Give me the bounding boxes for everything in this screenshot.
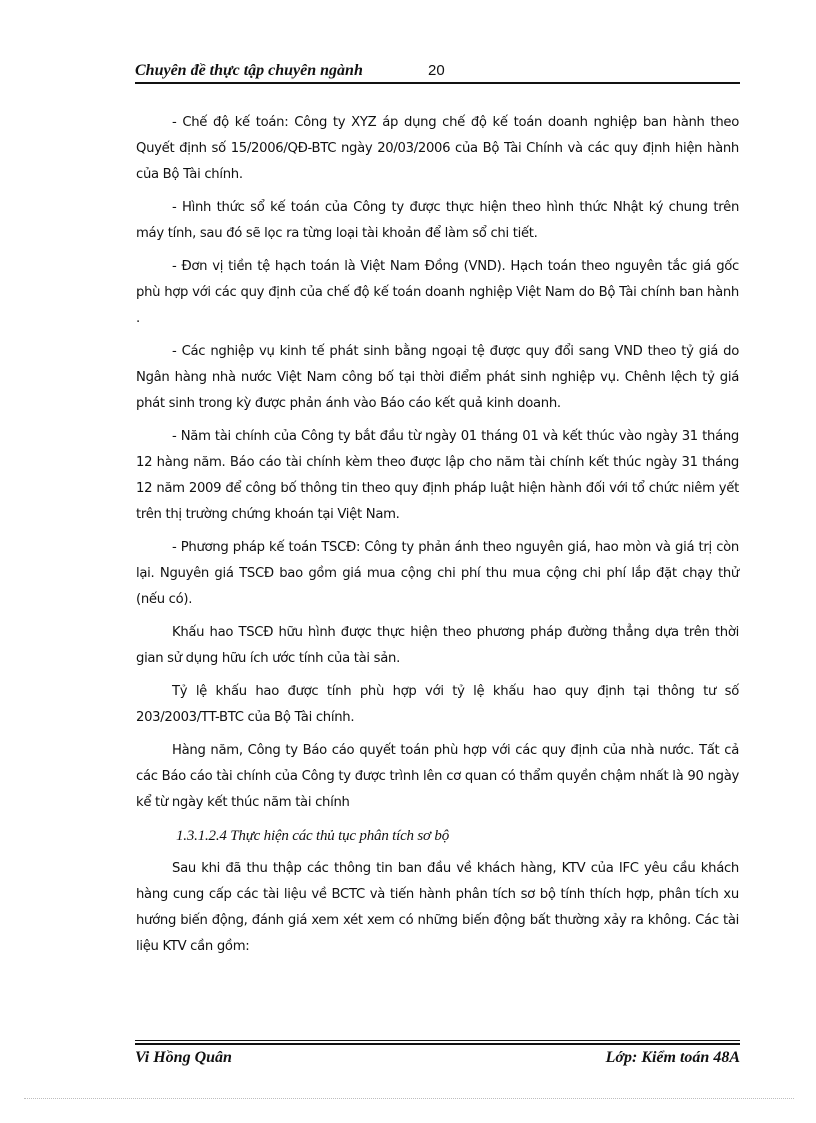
- paragraph-currency-unit: - Đơn vị tiền tệ hạch toán là Việt Nam Đồng (VND). Hạch toán theo nguyên tắc giá gốc phù hợp với các quy định của chế độ kế toán doanh nghiệp Việt Nam do Bộ Tài chính ban hành .: [136, 259, 739, 326]
- paragraph-preliminary-analysis: Sau khi đã thu thập các thông tin ban đầu về khách hàng, KTV của IFC yêu cầu khách hàng cung cấp các tài liệu về BCTC và tiến hành phân tích sơ bộ tính thích hợp, phân tích xu hướng biến động, đánh giá xem xét xem có những biến động bất thường xảy ra không. Các tài liệu KTV cần gồm:: [136, 861, 739, 954]
- paragraph-depreciation: Khấu hao TSCĐ hữu hình được thực hiện theo phương pháp đường thẳng dựa trên thời gian sử dụng hữu ích ước tính của tài sản.: [136, 625, 739, 666]
- paragraph-annual-report: Hàng năm, Công ty Báo cáo quyết toán phù hợp với các quy định của nhà nước. Tất cả các Báo cáo tài chính của Công ty được trình lên cơ quan có thẩm quyền chậm nhất là 90 ngày kể từ ngày kết thúc năm tài chính: [136, 743, 739, 810]
- page-bottom-dotted-line: [24, 1098, 794, 1099]
- page-header: [135, 60, 740, 82]
- header-divider: [135, 82, 740, 84]
- paragraph-foreign-currency: - Các nghiệp vụ kinh tế phát sinh bằng ngoại tệ được quy đổi sang VND theo tỷ giá do Ngân hàng nhà nước Việt Nam công bố tại thời điểm phát sinh nghiệp vụ. Chênh lệch tỷ giá phát sinh trong kỳ được phản ánh vào Báo cáo kết quả kinh doanh.: [136, 344, 739, 411]
- page-footer: [135, 1046, 740, 1070]
- footer-divider-thick: [135, 1043, 740, 1045]
- page-number: 20: [428, 62, 445, 79]
- paragraph-bookkeeping-form: - Hình thức sổ kế toán của Công ty được thực hiện theo hình thức Nhật ký chung trên máy tính, sau đó sẽ lọc ra từng loại tài khoản để làm sổ chi tiết.: [136, 200, 739, 241]
- class-label: Lớp: Kiểm toán 48A: [605, 1049, 740, 1066]
- paragraph-accounting-regime: - Chế độ kế toán: Công ty XYZ áp dụng chế độ kế toán doanh nghiệp ban hành theo Quyết định số 15/2006/QĐ-BTC ngày 20/03/2006 của Bộ Tài Chính và các quy định hiện hành của Bộ Tài chính.: [136, 115, 739, 182]
- author-name: Vi Hồng Quân: [135, 1049, 232, 1066]
- footer-divider-thin: [135, 1040, 740, 1041]
- paragraph-fixed-assets: - Phương pháp kế toán TSCĐ: Công ty phản ánh theo nguyên giá, hao mòn và giá trị còn lại. Nguyên giá TSCĐ bao gồm giá mua cộng chi phí thu mua cộng chi phí lắp đặt chạy thử (nếu có).: [136, 540, 739, 607]
- document-title: Chuyên đề thực tập chuyên ngành: [135, 62, 363, 79]
- paragraph-fiscal-year: - Năm tài chính của Công ty bắt đầu từ ngày 01 tháng 01 và kết thúc vào ngày 31 tháng 12 hàng năm. Báo cáo tài chính kèm theo được lập cho năm tài chính kết thúc ngày 31 tháng 12 năm 2009 để công bố thông tin theo quy định pháp luật hiện hành đối với tổ chức niêm yết trên thị trường chứng khoán tại Việt Nam.: [136, 429, 739, 522]
- section-heading: 1.3.1.2.4 Thực hiện các thủ tục phân tích sơ bộ: [176, 828, 450, 844]
- page-body: [136, 110, 739, 967]
- paragraph-depreciation-rate: Tỷ lệ khấu hao được tính phù hợp với tỷ lệ khấu hao quy định tại thông tư số 203/2003/TT-BTC của Bộ Tài chính.: [136, 684, 739, 725]
